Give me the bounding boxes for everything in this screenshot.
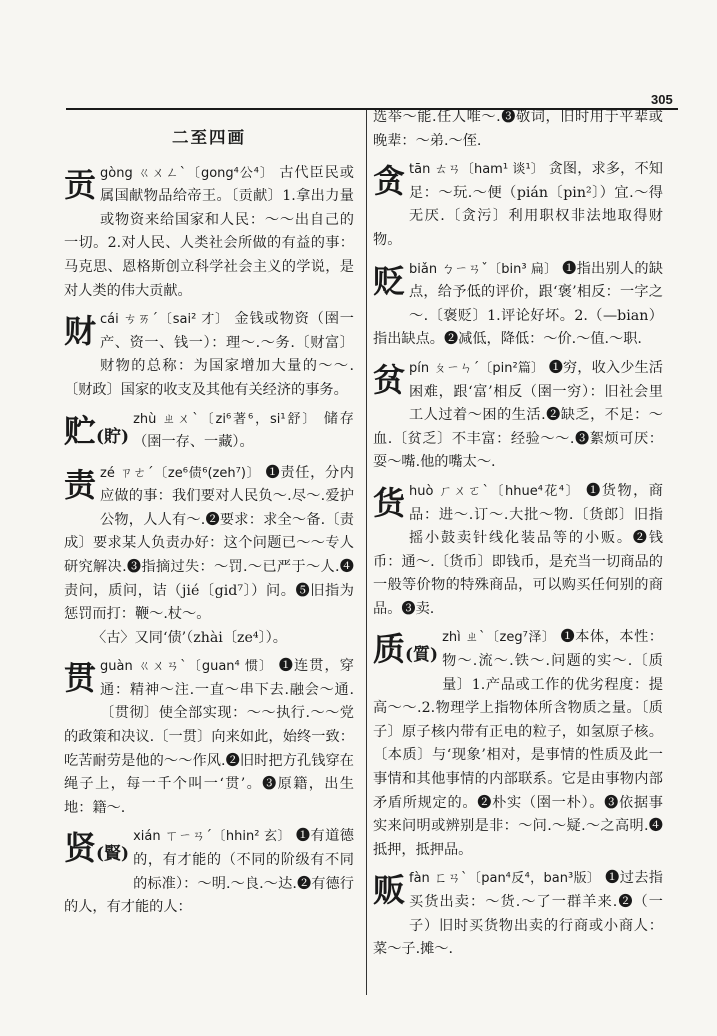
- definition: ❶有道德的，有才能的（不同的阶级有不同的标准）：～明.～良.～达.❷有德行的人，有才能的人：: [64, 828, 354, 916]
- definition: ❶连贯，穿通：精神～注.一直～串下去.融会～通.〔贯彻〕使全部实现：～～执行.～～党的政策和决议.〔一贯〕向来如此，始终一致：吃苦耐劳是他的～～作风.❷旧时把方孔钱穿在绳子上，每一千个叫一‘贯’。❸原籍，出生地：籍～.: [64, 658, 354, 816]
- pronunciation: tān ㄊㄢ〔ham¹ 谈¹〕: [409, 162, 544, 178]
- definition: ❶责任，分内应做的事：我们要对人民负～.尽～.爱护公物，人人有～.❷要求：求全～备.〔责成〕要求某人负责办好：这个问题已～～专人研究解决.❸指摘过失：～罚.～已严于～人.❹责问，质问，诘（jié〔gid⁷〕）问。❺旧指为惩罚而打：鞭～.杖～。: [64, 464, 354, 623]
- pronunciation: xián ㄒㄧㄢˊ〔hhin² 玄〕: [133, 829, 291, 845]
- section-title: 二至四画: [172, 128, 246, 147]
- left-column: [64, 108, 354, 925]
- definition: 选举～能.任人唯～.❸敬词，旧时用于平辈或晚辈：～弟.～侄.: [373, 109, 663, 149]
- entry-ze: [64, 462, 354, 651]
- pronunciation: pín ㄆㄧㄣˊ〔pin²篇〕: [409, 360, 545, 376]
- definition-note: 〈古〉又同‘债’（zhài〔ze⁴〕）。: [92, 629, 287, 646]
- definition: 古代臣民或属国献物品给帝王。〔贡献〕1.拿出力量或物资来给国家和人民：～～出自己的一切。2.对人民、人类社会所做的有益的事：马克思、恩格斯创立科学社会主义的学说，是对人类的伟大贡献。: [64, 164, 354, 299]
- definition: ❶过去指买货出卖：～货.～了一群羊来.❷（一子）旧时买货物出卖的行商或小商人：菜～子.摊～.: [373, 870, 663, 958]
- headword: 贮(貯): [64, 411, 130, 450]
- pronunciation: fàn ㄈㄢˋ〔pan⁴反⁴，ban³版〕: [409, 871, 601, 887]
- definition: 储存（圉一存、一藏）。: [133, 410, 354, 451]
- entry-zhu: [64, 408, 354, 457]
- entry-bian: [373, 258, 663, 352]
- entry-xian: [64, 825, 354, 919]
- definition: ❶指出别人的缺点，给予低的评价，跟‘褒’相反：一字之～.〔褒贬〕1.评论好坏。2.（—bian）指出缺点。❷减低，降低：～价.～值.～职.: [373, 260, 663, 348]
- headword: 货: [373, 483, 406, 522]
- pronunciation: huò ㄏㄨㄛˋ〔hhue⁴花⁴〕: [409, 483, 581, 499]
- definition: ❶货物，商品：进～.订～.大批～物.〔货郎〕旧指摇小鼓卖针线化装品等的小贩。❷钱币：通～.〔货币〕即钱币，是充当一切商品的一般等价物的特殊商品，可以购买任何别的商品。❸卖.: [373, 482, 663, 617]
- headword: 贬: [373, 261, 406, 300]
- pronunciation: guàn ㄍㄨㄢˋ〔guan⁴ 惯〕: [100, 659, 274, 675]
- entry-fan: [373, 867, 663, 961]
- pronunciation: zhù ㄓㄨˋ〔zi⁶著⁶，si¹舒〕: [133, 411, 318, 427]
- entry-huo: [373, 480, 663, 622]
- pronunciation: gòng ㄍㄨㄥˋ〔gong⁴公⁴〕: [100, 165, 274, 181]
- page-number: 305: [651, 92, 673, 107]
- entry-xian-continued: [373, 106, 663, 153]
- headword: 贯: [64, 659, 97, 698]
- column-divider: [366, 110, 367, 995]
- definition: 贪图，求多，不知足：～玩.～便（pián〔pin²〕）宜.～得无厌.〔贪污〕利用职权非法地取得财物。: [373, 161, 663, 248]
- right-column: [373, 106, 663, 967]
- definition: 金钱或物资（圉一产、资一、钱一）：理～.～务.〔财富〕财物的总称：为国家增加大量的～～.〔财政〕国家的收支及其他有关经济的事务。: [64, 311, 354, 398]
- headword: 质(質): [373, 630, 439, 669]
- entry-guan: [64, 655, 354, 820]
- entry-zhi: [373, 626, 663, 862]
- definition: ❶穷，收入少生活困难，跟‘富’相反（圉一穷）：旧社会里工人过着～困的生活.❷缺乏，不足：～血.〔贫乏〕不丰富：经验～～.❸絮烦可厌：耍～嘴.他的嘴太～.: [373, 359, 663, 471]
- headword: 贫: [373, 360, 406, 399]
- headword: 贩: [373, 871, 406, 910]
- entry-pin: [373, 357, 663, 475]
- headword: 贡: [64, 165, 97, 204]
- pronunciation: zhì ㄓˋ〔zeg⁷泽〕: [442, 630, 556, 646]
- headword: 财: [64, 312, 97, 351]
- entry-tan: [373, 158, 663, 252]
- headword: 贪: [373, 162, 406, 201]
- entry-cai: [64, 308, 354, 402]
- entry-gong: [64, 162, 354, 304]
- pronunciation: zé ㄗㄜˊ〔ze⁶债⁶(zeh⁷)〕: [100, 465, 261, 481]
- headword: 贤(賢): [64, 829, 130, 868]
- pronunciation: cái ㄘㄞˊ〔sai² 才〕: [100, 312, 230, 328]
- pronunciation: biǎn ㄅㄧㄢˇ〔bin³ 扁〕: [409, 261, 558, 277]
- definition: ❶本体，本性：物～.流～.铁～.问题的实～.〔质量〕1.产品或工作的优劣程度：提高～～.2.物理学上指物体所含物质之量。〔质子〕原子核内带有正电的粒子，如氢原子核。〔本质〕与‘现象’相对，是事情的性质及此一事情和其他事情的内部联系。它是由事物内部矛盾所规定的。❷朴实（圉一朴）。❸依据事实来问明或辨别是非：～问.～疑.～之高明.❹抵押，抵押品。: [373, 629, 663, 858]
- headword: 责: [64, 465, 97, 504]
